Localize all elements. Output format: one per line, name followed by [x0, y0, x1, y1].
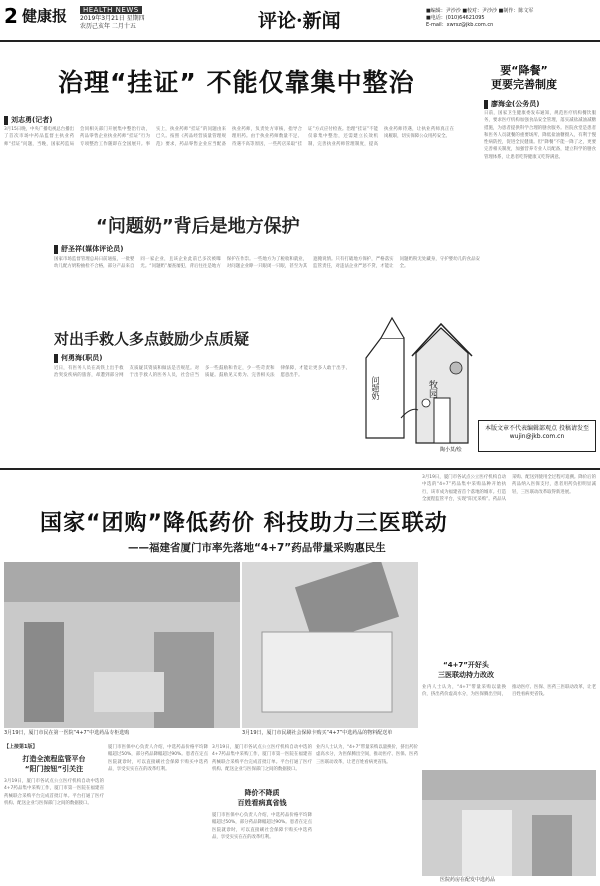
col-body-3: 业内人士认为，“4+7”带量采购以量换价，挤出药价虚高水分，为医保腾出空间，推动医疗、医保、医药三医联动改革，让老百姓看病更省钱。 — [422, 685, 596, 698]
photo-social-security-card — [242, 562, 418, 728]
byline-role: (记者) — [32, 116, 53, 124]
col-headline-3-line2: 三医联动持力改改 — [438, 671, 494, 679]
lead-headline: 国家“团购”降低药价 科技助力三医联动 — [40, 511, 448, 536]
article2-headline: “问题奶”背后是地方保护 — [96, 216, 300, 237]
byline-name: 何勇海 — [61, 354, 82, 362]
intro-tag: 【上接第1版】 — [4, 744, 38, 750]
sidebar-byline — [484, 99, 539, 109]
sidebar-headline-1: 要“降餐” — [500, 64, 548, 77]
newspaper-logo: 健康报 — [22, 7, 68, 25]
lead-story-continued: 3月19日，厦门市各试点公立医疗机构自动中选的“4+7”药品集中采购品种开始执行，该市成为福建省首个落地的城市。打造全流程监管平台，实现“阳光采购”。药品从采购、配送到使用全过程可追溯。降价后的药品纳入医保支付，患者用药负担明显减轻，三医联动改革取得新进展。 — [422, 475, 596, 502]
issue: 农历己亥年 二月十五 — [80, 23, 136, 30]
staff-line-1: ■编辑：尹沙沙 ■校对：尹沙沙 ■制作：陈文军 — [426, 8, 534, 14]
photo-hospital-pharmacy — [422, 770, 596, 876]
article1-byline — [4, 115, 52, 125]
article1-body: 3月15日晚，中央广播电视总台播出了首次市场中药品监督主执业药师“挂证”问题，当晚，国家药监局会同相关部门开展集中整治行动，药品零售企业执业药师“挂证”行为专项整治工作随即在全国展开。事实上，执业药师“挂证”的问题由来已久。按照《药品经营质量管理规范》要求，药品零售企业应当配备执业药师，负责处方审核，指导合理用药。由于执业药师数量不足、待遇不高等原因，一些药店采取“挂证”方式应付检查。治理“挂证”不能仅靠集中整治，还需建立长效机制，完善执业药师管理制度，提高执业药师待遇，让执业药师真正在岗履职，切实保障公众用药安全。 — [4, 127, 454, 147]
article3-body: 近日，有医务人员在高铁上出手救治突发疾病的旅客，却遭到部分网友质疑其资质和做法是否规范。对于出手救人的医务人员，社会应当多一些鼓励和肯定，少一些苛责和质疑。鼓励见义勇为、完善相关法律保障，才能让更多人敢于出手、愿意出手。 — [54, 366, 350, 379]
col-headline-3 — [422, 660, 510, 680]
col-headline-1-line1: 打造全流程监管平台 — [22, 755, 86, 763]
byline-bar-icon — [54, 245, 58, 254]
top-rule — [0, 40, 600, 42]
email: E-mail：xwrsz@jkb.com.cn — [426, 22, 494, 28]
col-body-2b: 业内人士认为，“4+7”带量采购以量换价，挤出药价虚高水分，为医保腾出空间，推动医疗、医保、医药三医联动改革，让老百姓看病更省钱。 — [316, 745, 418, 765]
photo-placeholder-1 — [4, 562, 240, 728]
photo3-caption: 医院药房在配发中选药品 — [440, 877, 496, 883]
col-body-2a: 3月19日，厦门市各试点公立医疗机构自动中选的4+7药品集中采购工作，厦门市第一医院在福建省药械联合采购平台完成首批订单。平台打通了医疗机构、配送企业与医保部门之间的数据接口。 — [212, 745, 312, 772]
article1-headline: 治理“挂证” 不能仅靠集中整治 — [58, 68, 415, 97]
editorial-notice: 本版文章不代表编辑部观点 投稿请发至 wujin@jkb.com.cn — [478, 420, 596, 452]
photo1-caption: 3月19日，厦门市民在第一医院“4+7”中选药品专柜选购 — [4, 730, 130, 736]
byline-name: 舒圣祥 — [61, 245, 82, 253]
middle-rule — [0, 468, 600, 470]
cartoon-label-left: 问题奶 — [371, 376, 380, 400]
byline-bar-icon — [484, 100, 488, 109]
section-title: 评论·新闻 — [258, 10, 341, 32]
article3-byline — [54, 353, 102, 363]
col-headline-3-line1: “4+7”开好头 — [443, 661, 489, 669]
photo-placeholder-3 — [422, 770, 596, 876]
byline-name: 刘志勇 — [11, 116, 32, 124]
photo2-caption: 3月19日，厦门市民刷社会保障卡购买“4+7”中选药品的物料配送单 — [242, 730, 393, 736]
byline-role: (公务员) — [512, 100, 540, 108]
staff-info — [426, 8, 533, 29]
byline-name: 廖海金 — [491, 100, 512, 108]
article2-body: 国家市场监督管理总局日前通报，一批婴幼儿配方奶粉抽检不合格，部分产品来自同一家企业，且该企业此前已多次被曝光。“问题奶”屡查屡犯，背后往往是地方保护在作祟。一些地方为了税收和就业，对问题企业睁一只眼闭一只眼，甚至为其遮掩说情。只有打破地方保护，严格落实监管责任，对违法企业严惩不贷，才能让问题奶粉无处藏身，守护婴幼儿的食品安全。 — [54, 257, 480, 270]
sidebar-body: 日前，国家卫生健康委发布通知，规范医疗机构餐饮服务，要求医疗机构加强食品安全管理，落实减盐减油减糖措施，为患者提供科学合理的膳食服务。医院食堂是患者和医务人员就餐的重要场所，降低盐油糖摄入，有利于慢性病防控，促进全民健康。但“降餐”不能一降了之，更要完善相关制度，加强营养专业人员配备，建立科学的膳食管理体系，让患者吃得健康又吃得满意。 — [484, 111, 596, 160]
sidebar-headline — [491, 64, 557, 92]
byline-bar-icon — [4, 116, 8, 125]
article3-headline: 对出手救人多点鼓励少点质疑 — [54, 330, 250, 348]
col-headline-2-line2: 百姓看病真省钱 — [237, 799, 287, 807]
dateline — [80, 15, 145, 31]
byline-role: (媒体评论员) — [82, 245, 124, 253]
staff-line-2: ■电话：(010)64621095 — [426, 15, 485, 21]
col-headline-2-line1: 降价不降质 — [244, 789, 280, 797]
editorial-cartoon — [356, 298, 478, 456]
cartoon-label-right: 牧园 — [427, 380, 437, 398]
sidebar-headline-2: 更要完善制度 — [491, 78, 557, 91]
lead-subhead: ——福建省厦门市率先落地“4+7”药品带量采购惠民生 — [128, 542, 386, 554]
page-number: 2 — [4, 4, 18, 28]
brand-en: HEALTH NEWS — [80, 6, 142, 14]
col-headline-1-line2: “阳门按钮”引关注 — [24, 765, 84, 773]
col-body-1: 3月19日，厦门市各试点公立医疗机构自动中选的4+7药品集中采购工作，厦门市第一医院在福建省药械联合采购平台完成首批订单。平台打通了医疗机构、配送企业与医保部门之间的数据接口。 — [4, 779, 104, 806]
col-body-2: 厦门市医保中心负责人介绍，中选药品价格平均降幅超过50%，部分药品降幅超过90%。患者在定点医院就诊时，可以直接刷社会保障卡购买中选药品，享受实实在在的改革红利。 — [212, 813, 312, 840]
photo-pharmacy-counter — [4, 562, 240, 728]
cartoon-credit: 陶小莫/绘 — [440, 447, 462, 453]
col-headline-2 — [212, 788, 312, 808]
photo-placeholder-2 — [242, 562, 418, 728]
byline-bar-icon — [54, 354, 58, 363]
col-headline-1 — [4, 754, 104, 774]
byline-role: (职员) — [82, 354, 103, 362]
article2-byline — [54, 244, 123, 254]
col-body-1b: 厦门市医保中心负责人介绍，中选药品价格平均降幅超过50%，部分药品降幅超过90%。患者在定点医院就诊时，可以直接刷社会保障卡购买中选药品，享受实实在在的改革红利。 — [108, 745, 208, 772]
date: 2019年3月21日 星期四 — [80, 15, 145, 22]
